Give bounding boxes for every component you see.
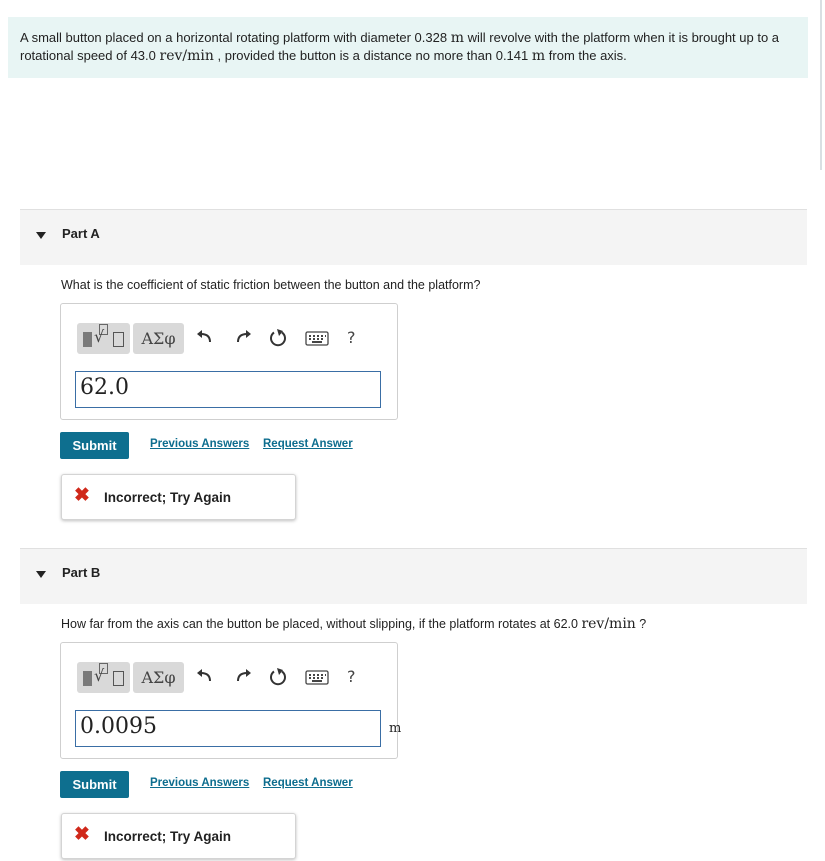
part-a-header[interactable]	[20, 209, 807, 265]
matrix-template-icon[interactable]	[77, 662, 130, 693]
block-glyph	[83, 332, 92, 347]
undo-icon[interactable]	[193, 326, 217, 350]
unit-rev-min: rev/min	[159, 48, 214, 64]
part-a-answer-input[interactable]: 62.0	[75, 371, 381, 408]
help-icon[interactable]: ?	[347, 328, 356, 347]
greek-symbols-button[interactable]: ΑΣφ	[133, 323, 184, 354]
part-b-answer-box	[60, 642, 398, 759]
undo-icon[interactable]	[193, 665, 217, 689]
reset-icon[interactable]	[266, 326, 290, 350]
greek-symbols-button[interactable]: ΑΣφ	[133, 662, 184, 693]
part-b-feedback	[61, 813, 296, 859]
matrix-template-icon[interactable]	[77, 323, 130, 354]
part-a-feedback	[61, 474, 296, 520]
incorrect-x-icon: ✖	[74, 824, 90, 845]
feedback-message: Incorrect; Try Again	[104, 490, 232, 505]
box-glyph	[113, 671, 124, 686]
part-a-previous-answers-link[interactable]: Previous Answers	[150, 438, 250, 450]
right-divider	[820, 0, 822, 170]
part-b-unit: m	[389, 721, 402, 736]
part-b-question-end: ?	[635, 617, 647, 631]
box-glyph	[113, 332, 124, 347]
part-a-request-answer-link[interactable]: Request Answer	[263, 438, 353, 450]
problem-text-2: will revolve with the platform when it is brought up to a	[463, 30, 780, 45]
problem-text-3: rotational speed of 43.0	[20, 48, 160, 63]
problem-text-1: A small button placed on a horizontal rotating platform with diameter 0.328	[20, 30, 451, 45]
part-a-answer-box	[60, 303, 398, 420]
part-a-submit-button[interactable]: Submit	[60, 432, 129, 459]
part-b-submit-button[interactable]: Submit	[60, 771, 129, 798]
sqrt-glyph: √	[94, 666, 105, 685]
part-b-header[interactable]	[20, 548, 807, 604]
part-b-question	[61, 616, 646, 632]
help-icon[interactable]: ?	[347, 667, 356, 686]
part-b-previous-answers-link[interactable]: Previous Answers	[150, 777, 250, 789]
feedback-message: Incorrect; Try Again	[104, 829, 232, 844]
problem-text-4: , provided the button is a distance no more than 0.141	[213, 48, 532, 63]
part-b-request-answer-link[interactable]: Request Answer	[263, 777, 353, 789]
part-b-answer-input[interactable]: 0.0095	[75, 710, 381, 747]
collapse-triangle-icon[interactable]	[36, 571, 46, 578]
problem-statement	[8, 17, 808, 78]
unit-m: m	[531, 48, 546, 64]
part-a-title: Part A	[62, 226, 100, 241]
reset-icon[interactable]	[266, 665, 290, 689]
redo-icon[interactable]	[231, 326, 255, 350]
redo-icon[interactable]	[231, 665, 255, 689]
unit-m: m	[450, 30, 464, 46]
part-b-question-text: How far from the axis can the button be placed, without slipping, if the platform rotates at 62.0	[61, 617, 582, 631]
incorrect-x-icon: ✖	[74, 485, 90, 506]
sqrt-glyph: √	[94, 327, 105, 346]
unit-rev-min: rev/min	[581, 616, 636, 632]
keyboard-icon[interactable]	[304, 665, 330, 689]
problem-text-5: from the axis.	[545, 48, 627, 63]
part-a-question: What is the coefficient of static friction between the button and the platform?	[61, 278, 481, 292]
block-glyph	[83, 671, 92, 686]
part-b-title: Part B	[62, 565, 101, 580]
keyboard-icon[interactable]	[304, 326, 330, 350]
collapse-triangle-icon[interactable]	[36, 232, 46, 239]
